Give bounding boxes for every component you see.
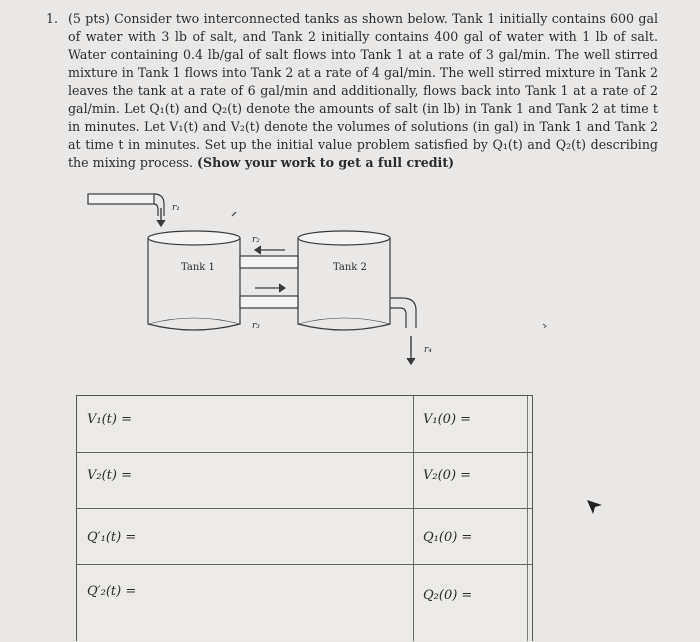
pointer-cursor-icon <box>585 498 605 518</box>
problem-statement <box>46 10 658 172</box>
v2-expression-label: V₂(t) = <box>87 468 132 483</box>
v1-initial-label: V₁(0) = <box>423 412 472 427</box>
q1-derivative-label: Q′₁(t) = <box>87 530 137 545</box>
connector-pipe-r3 <box>240 284 298 308</box>
table-row <box>77 396 532 453</box>
rate-label-r4: r₄ <box>424 345 432 355</box>
table-row <box>77 508 532 565</box>
tank-1-label: Tank 1 <box>181 262 215 273</box>
answer-table <box>76 395 533 641</box>
table-row <box>77 452 532 509</box>
v2-initial-label: V₂(0) = <box>423 468 472 483</box>
connector-pipe-r2 <box>240 246 298 268</box>
problem-points: (5 pts) <box>68 11 110 26</box>
tank-2-label: Tank 2 <box>333 262 367 273</box>
q1-initial-label: Q₁(0) = <box>423 530 473 545</box>
v1-expression-label: V₁(t) = <box>87 412 132 427</box>
rate-label-r3: r₃ <box>252 321 260 331</box>
tank-1-shape <box>148 231 240 330</box>
tank-2-shape <box>298 231 390 330</box>
inflow-pipe <box>88 194 165 226</box>
problem-body: Consider two interconnected tanks as shown below. Tank 1 initially contains 600 gal of water with 3 lb of salt, and Tank 2 initially contains 400 gal of water with 1 lb of salt. Water containing 0.4 lb/gal of salt flows into Tank 1 at a rate of 3 gal/min. The well stirred mixture in Tank 1 flows into Tank 2 at a rate of 4 gal/min. The well stirred mixture in Tank 2 leaves the tank at a rate of 6 gal/min and additionally, flows back into Tank 1 at a rate of 2 gal/min. Let Q₁(t) and Q₂(t) denote the amounts of salt (in lb) in Tank 1 and Tank 2 at time t in minutes. Let V₁(t) and V₂(t) denote the volumes of solutions (in gal) in Tank 1 and Tank 2 at time t in minutes. Set up the initial value problem satisfied by Q₁(t) and Q₂(t) describing the mixing process. <box>68 11 658 170</box>
table-row <box>77 564 532 642</box>
q2-derivative-label: Q′₂(t) = <box>87 584 137 599</box>
problem-text-block <box>68 10 658 172</box>
q2-initial-label: Q₂(0) = <box>423 588 473 603</box>
rate-label-r2: r₂ <box>252 235 260 245</box>
tank-diagram <box>0 180 700 380</box>
problem-number: 1. <box>46 11 59 26</box>
outflow-pipe <box>390 298 416 364</box>
problem-emphasis: (Show your work to get a full credit) <box>197 155 455 170</box>
rate-label-r1: r₁ <box>172 203 180 213</box>
